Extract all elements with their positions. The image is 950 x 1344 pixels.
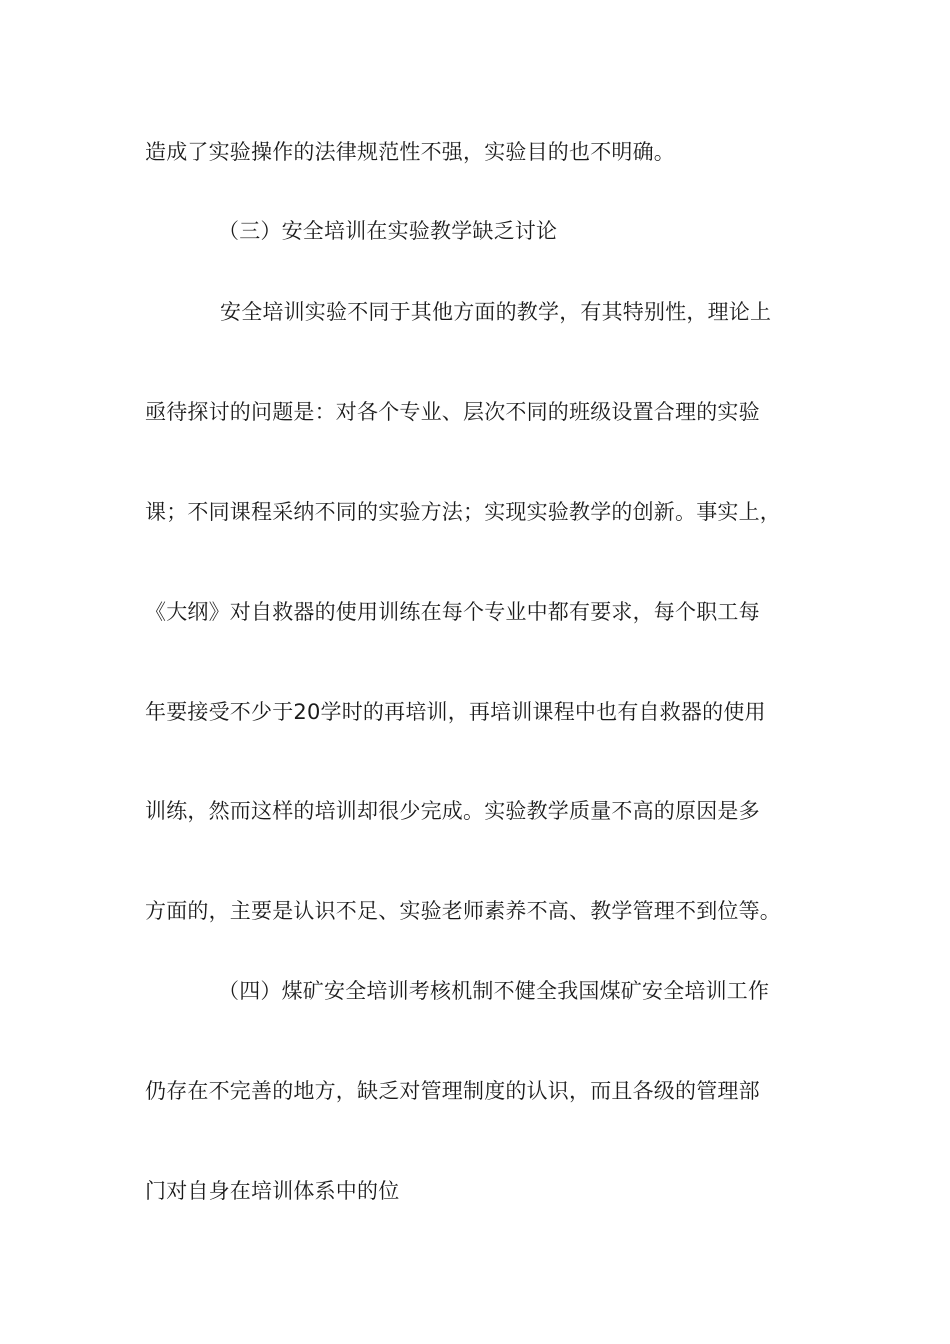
text-line-3: 安全培训实验不同于其他方面的教学，有其特别性，理论上 — [220, 300, 772, 324]
text-line-4: 亟待探讨的问题是：对各个专业、层次不同的班级设置合理的实验 — [145, 400, 760, 424]
text-line-11: 仍存在不完善的地方，缺乏对管理制度的认识，而且各级的管理部 — [145, 1079, 760, 1103]
text-line-5: 课；不同课程采纳不同的实验方法；实现实验教学的创新。事实上， — [145, 500, 781, 524]
section-heading-3: （三）安全培训在实验教学缺乏讨论 — [218, 219, 558, 243]
text-line-12: 门对自身在培训体系中的位 — [145, 1179, 400, 1203]
text-line-6: 《大纲》对自救器的使用训练在每个专业中都有要求，每个职工每 — [145, 600, 760, 624]
text-line-1: 造成了实验操作的法律规范性不强，实验目的也不明确。 — [145, 140, 675, 164]
section-heading-4: （四）煤矿安全培训考核机制不健全我国煤矿安全培训工作 — [218, 979, 770, 1003]
text-line-9: 方面的，主要是认识不足、实验老师素养不高、教学管理不到位等。 — [145, 899, 781, 923]
text-line-7: 年要接受不少于20学时的再培训，再培训课程中也有自救器的使用 — [145, 700, 766, 724]
text-line-8: 训练，然而这样的培训却很少完成。实验教学质量不高的原因是多 — [145, 799, 760, 823]
